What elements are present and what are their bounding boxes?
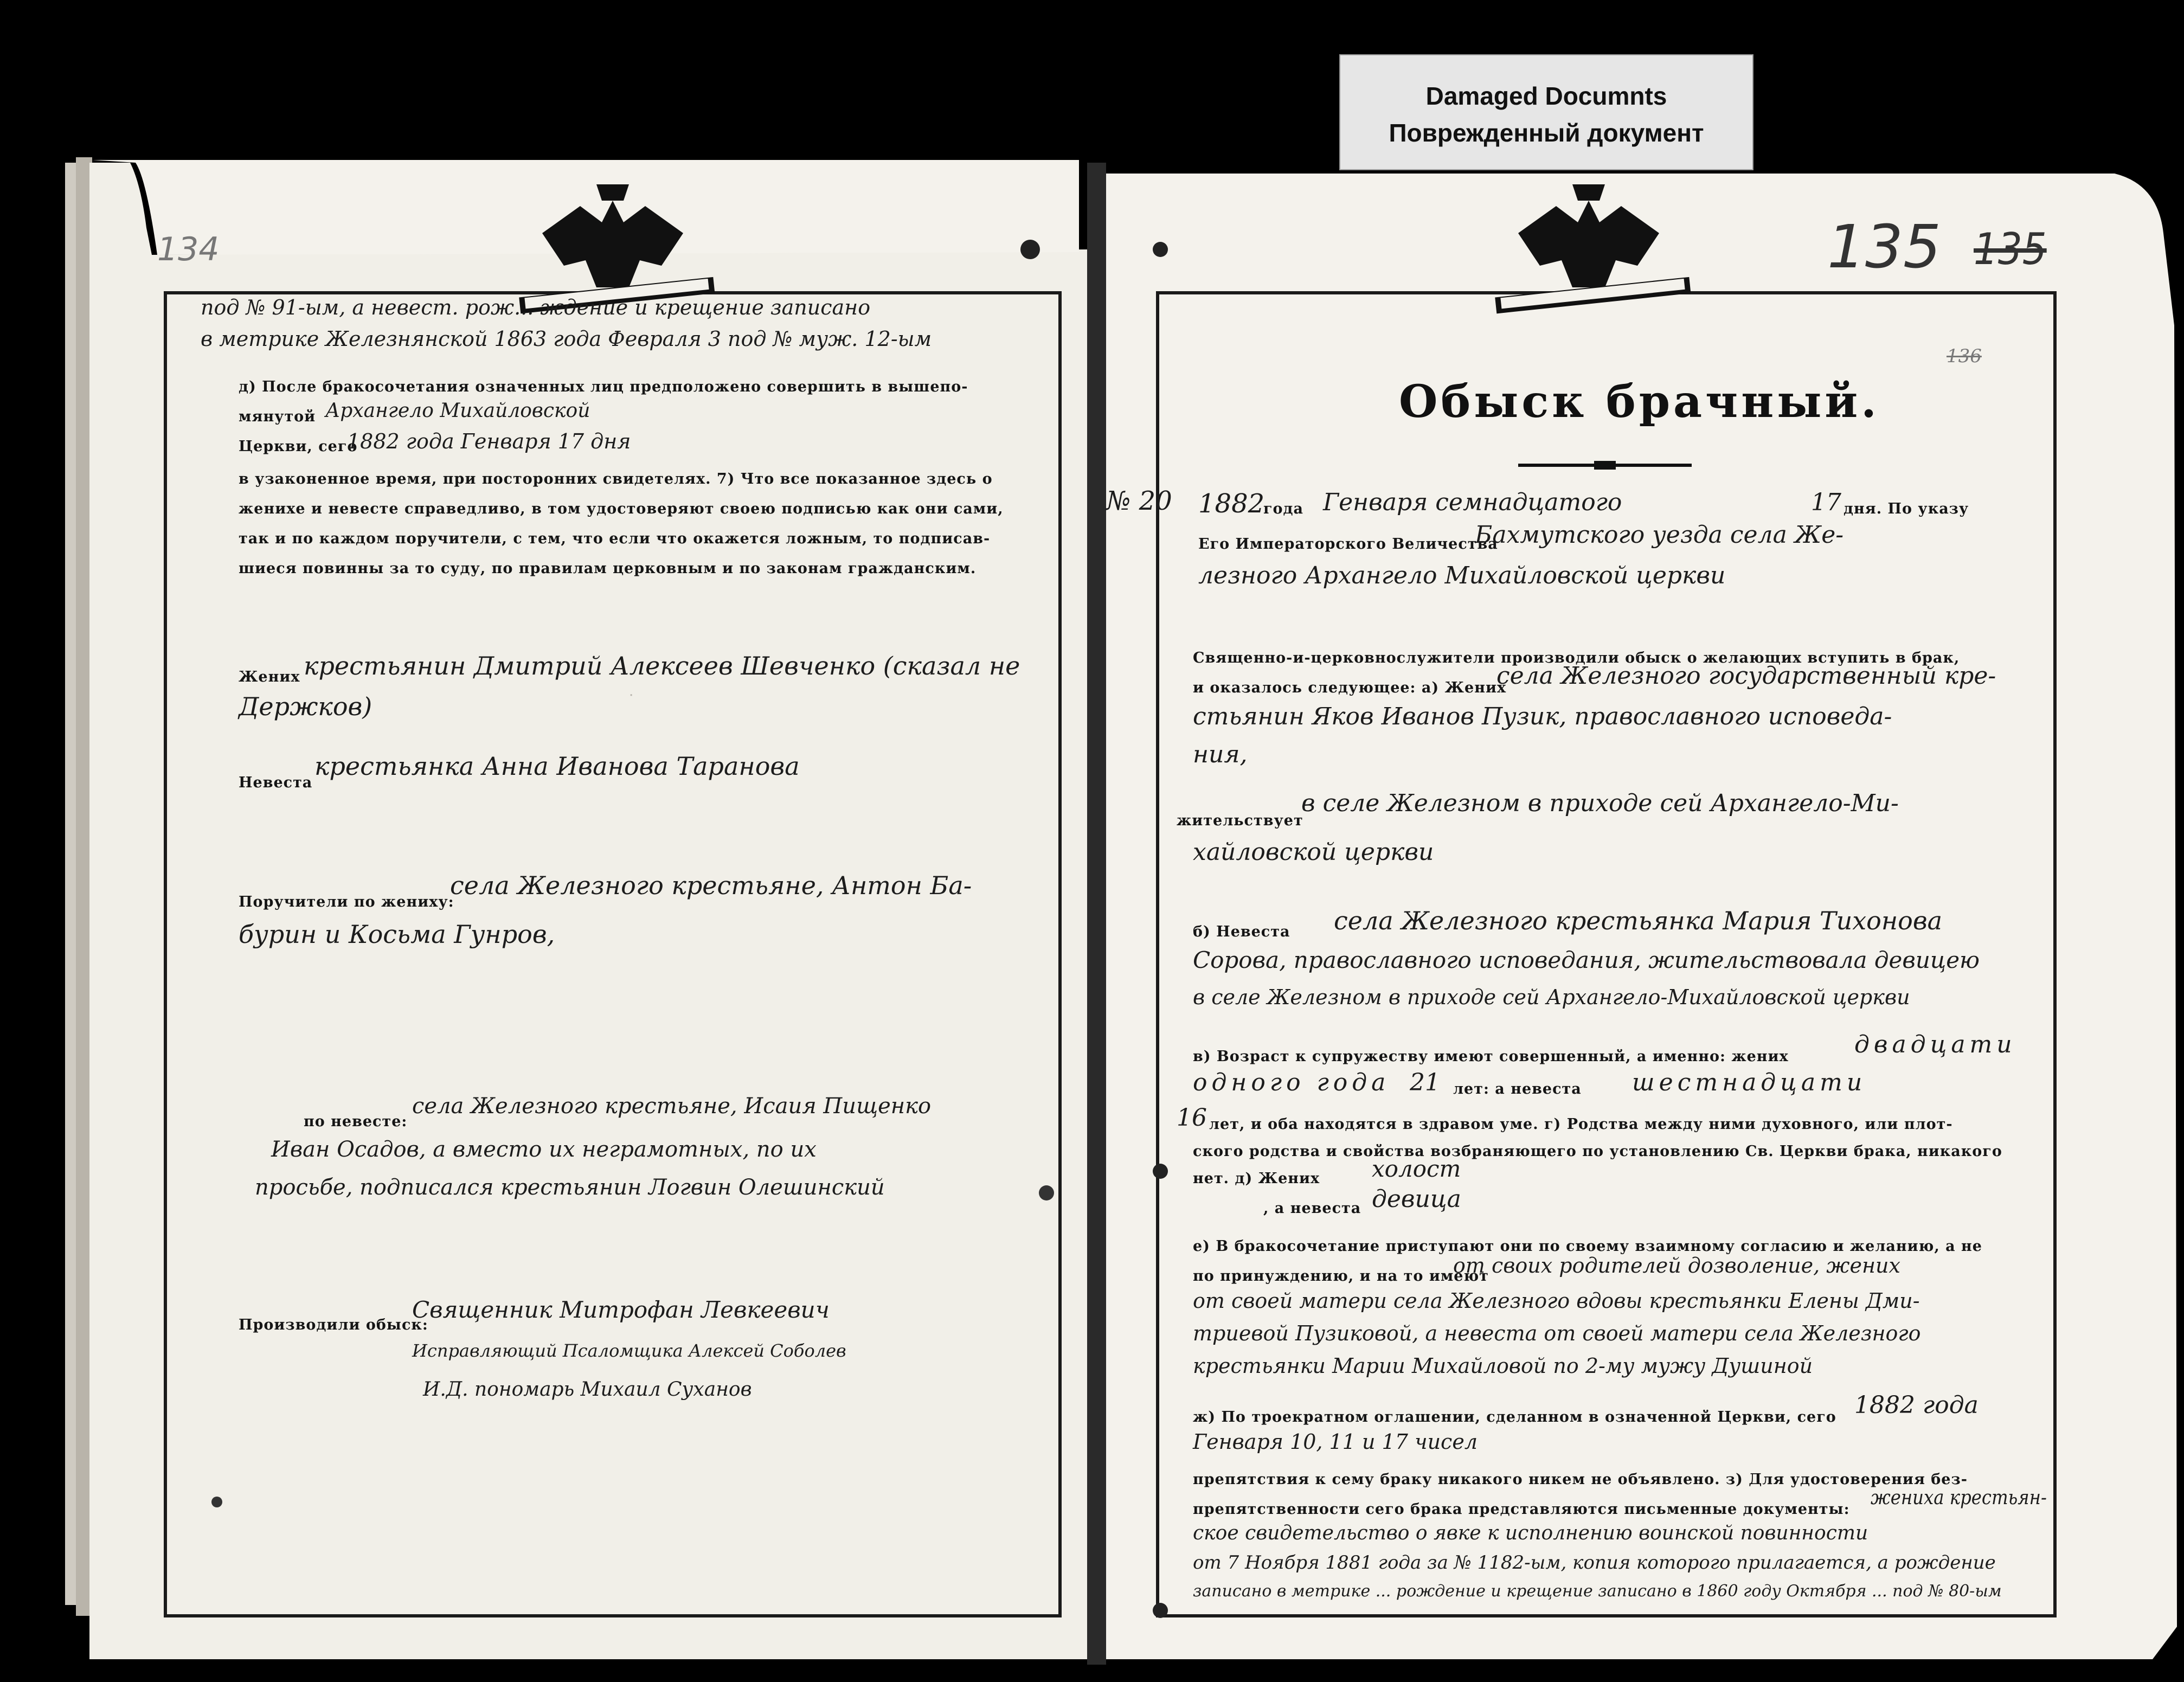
left-para-d-7: шиеся повинны за то суду, по правилам церковным и по законам гражданским. <box>239 560 977 577</box>
residence-label: жительствует <box>1177 812 1303 829</box>
consent-hw-2: от своей матери села Железного вдовы крестьянки Елены Дми- <box>1193 1289 1920 1313</box>
r-para-2: и оказалось следующее: а) Жених <box>1193 679 1507 696</box>
record-number: № 20 <box>1106 486 1172 516</box>
damage-speck <box>1153 242 1168 257</box>
damage-speck <box>1153 1164 1168 1179</box>
docs-hw-1: жениха крестьян- <box>1871 1487 2047 1509</box>
bride-label-left: Невеста <box>239 774 313 791</box>
guarantors-bride-hw-2: Иван Осадов, а вместо их неграмотных, по их <box>271 1137 817 1162</box>
r-para-2-hw: села Железного государственный кре- <box>1496 662 1996 690</box>
r-line1-date-words: Генваря семнадцатого <box>1323 489 1622 516</box>
banns-line-1: ж) По троекратном оглашении, сделанном в означенной Церкви, сего <box>1193 1409 1836 1426</box>
page-number-small: 136 <box>1947 345 1982 367</box>
left-para-d-1: д) После бракосочетания означенных лиц предположено совершить в вышепо- <box>239 378 968 395</box>
r-line1-year: 1882 <box>1198 489 1265 519</box>
r-para-3-hw: стьянин Яков Иванов Пузик, православного исповеда- <box>1193 703 1892 730</box>
residence-hw-1: в селе Железном в приходе сей Архангело-Ми- <box>1301 789 1899 817</box>
guarantors-groom-hw-1: села Железного крестьяне, Антон Ба- <box>450 871 972 900</box>
r-bride-hw-1: села Железного крестьянка Мария Тихонова <box>1334 906 1943 935</box>
bleed-through-text: . <box>629 683 634 699</box>
archive-label-english: Damaged Documnts <box>1425 82 1667 110</box>
consent-line-2: по принуждению, и на то имеют <box>1193 1268 1489 1285</box>
r-line2-uezd: Бахмутского уезда села Же- <box>1475 521 1844 549</box>
left-para-d-3: Церкви, сего <box>239 438 358 455</box>
groom-age-words: двадцати <box>1854 1031 2016 1058</box>
r-bride-label: б) Невеста <box>1193 923 1290 940</box>
groom-handwritten-1: крестьянин Дмитрий Алексеев Шевченко (сказал не <box>304 651 1020 680</box>
damage-speck <box>1153 1603 1168 1618</box>
left-top-line-2: в метрике Железнянской 1863 года Февраля 3 под № муж. 12-ым <box>201 327 932 351</box>
age-line-4: ского родства и свойства возбраняющего по установлению Св. Церкви брака, никакого <box>1193 1143 2002 1160</box>
guarantors-bride-hw-3: просьбе, подписался крестьянин Логвин Олешинский <box>255 1175 885 1200</box>
searcher-psalmist: Исправляющий Псаломщика Алексей Соболев <box>412 1340 846 1361</box>
r-line1-decree: дня. По указу <box>1843 500 1969 517</box>
searchers-label: Производили обыск: <box>239 1317 428 1333</box>
consent-line-1: е) В бракосочетание приступают они по своему взаимному согласию и желанию, а не <box>1193 1238 1982 1255</box>
guarantors-bride-hw-1: села Железного крестьяне, Исаия Пищенко <box>412 1094 932 1119</box>
age-line-3: лет, и оба находятся в здравом уме. г) Родства между ними духовного, или плот- <box>1209 1116 1953 1133</box>
age-line-2: лет: а невеста <box>1453 1081 1582 1097</box>
r-para-1: Священно-и-церковнослужители производили обыск о желающих вступить в брак, <box>1193 650 1960 666</box>
left-para-d-3-handwritten: 1882 года Генваря 17 дня <box>347 429 631 453</box>
residence-hw-2: хайловской церкви <box>1193 838 1434 866</box>
left-corner-number: 134 <box>157 230 220 268</box>
docs-hw-3: от 7 Ноября 1881 года за № 1182-ым, копия которого прилагается, а рождение <box>1193 1552 1996 1574</box>
gutter <box>1087 163 1106 1665</box>
damage-speck <box>1020 240 1040 259</box>
consent-hw-3: триевой Пузиковой, а невеста от своей матери села Железного <box>1193 1321 1921 1345</box>
age-line-6: , а невеста <box>1263 1200 1361 1217</box>
r-bride-hw-2: Сорова, православного исповедания, жительствовала девицею <box>1193 947 1980 973</box>
groom-age-words-2: одного года <box>1193 1069 1390 1096</box>
r-line2-majesty: Его Императорского Величества <box>1198 536 1498 553</box>
guarantors-bride-label: по невесте: <box>304 1113 408 1130</box>
damage-speck <box>1039 1185 1054 1200</box>
bride-handwritten: крестьянка Анна Иванова Таранова <box>314 752 800 781</box>
damage-speck <box>211 1497 222 1507</box>
r-para-4-hw: ния, <box>1193 741 1248 768</box>
banns-line-2: препятствия к сему браку никакого никем не объявлено. з) Для удостоверения без- <box>1193 1471 1968 1488</box>
bride-age-words: шестнадцати <box>1632 1069 1867 1096</box>
document-title: Обыск брачный. <box>1399 376 1880 428</box>
groom-handwritten-2: Держков) <box>239 692 372 721</box>
left-page-edges <box>65 163 76 1605</box>
groom-age-number: 21 <box>1410 1069 1440 1096</box>
consent-hw-4: крестьянки Марии Михайловой по 2-му мужу Душиной <box>1193 1354 1813 1378</box>
archive-damage-label <box>1339 54 1753 170</box>
left-top-line-1: под № 91-ым, а невест. рож... ждение и крещение записано <box>201 296 871 319</box>
r-line1-day: 17 <box>1811 489 1841 516</box>
groom-status: холост <box>1372 1155 1461 1182</box>
consent-hw-1: от своих родителей дозволение, жених <box>1453 1254 1900 1277</box>
guarantors-groom-label: Поручители по жениху: <box>239 894 454 910</box>
docs-hw-4: записано в метрике ... рождение и крещение записано в 1860 году Октября ... под № 80-ым <box>1193 1582 2002 1601</box>
guarantors-groom-hw-2: бурин и Косьма Гунров, <box>239 920 555 949</box>
banns-year: 1882 года <box>1854 1391 1979 1419</box>
r-line1-goda: года <box>1263 500 1304 517</box>
left-para-d-2: мянутой <box>239 408 316 425</box>
banns-line-3: препятственности сего брака представляются письменные документы: <box>1193 1501 1850 1518</box>
page-number-struck: 135 <box>1974 224 2047 274</box>
left-para-d-6: так и по каждом поручители, с тем, что если что окажется ложным, то подписав- <box>239 530 991 547</box>
bride-age-number: 16 <box>1177 1104 1207 1132</box>
searcher-sexton: И.Д. пономарь Михаил Суханов <box>423 1378 752 1401</box>
left-para-d-2-handwritten: Архангело Михайловской <box>325 400 590 422</box>
page-number: 135 <box>1827 212 1941 281</box>
archive-label-russian: Поврежденный документ <box>1389 119 1704 147</box>
bride-status: девица <box>1372 1185 1461 1213</box>
r-bride-hw-3: в селе Железном в приходе сей Архангело-Михайловской церкви <box>1193 985 1910 1009</box>
r-line3-church: лезного Архангело Михайловской церкви <box>1198 562 1726 589</box>
banns-dates: Генваря 10, 11 и 17 чисел <box>1193 1430 1478 1454</box>
age-line-5: нет. д) Жених <box>1193 1170 1320 1187</box>
left-para-d-5: женихе и невесте справедливо, в том удостоверяют своею подписью как они сами, <box>239 500 1004 517</box>
left-para-d-4: в узаконенное время, при посторонних свидетелях. 7) Что все показанное здесь о <box>239 471 993 487</box>
groom-label-left: Жених <box>239 669 300 685</box>
age-line-1: в) Возраст к супружеству имеют совершенный, а именно: жених <box>1193 1048 1789 1065</box>
searcher-priest: Священник Митрофан Левкеевич <box>412 1296 830 1323</box>
docs-hw-2: ское свидетельство о явке к исполнению воинской повинности <box>1193 1522 1868 1544</box>
